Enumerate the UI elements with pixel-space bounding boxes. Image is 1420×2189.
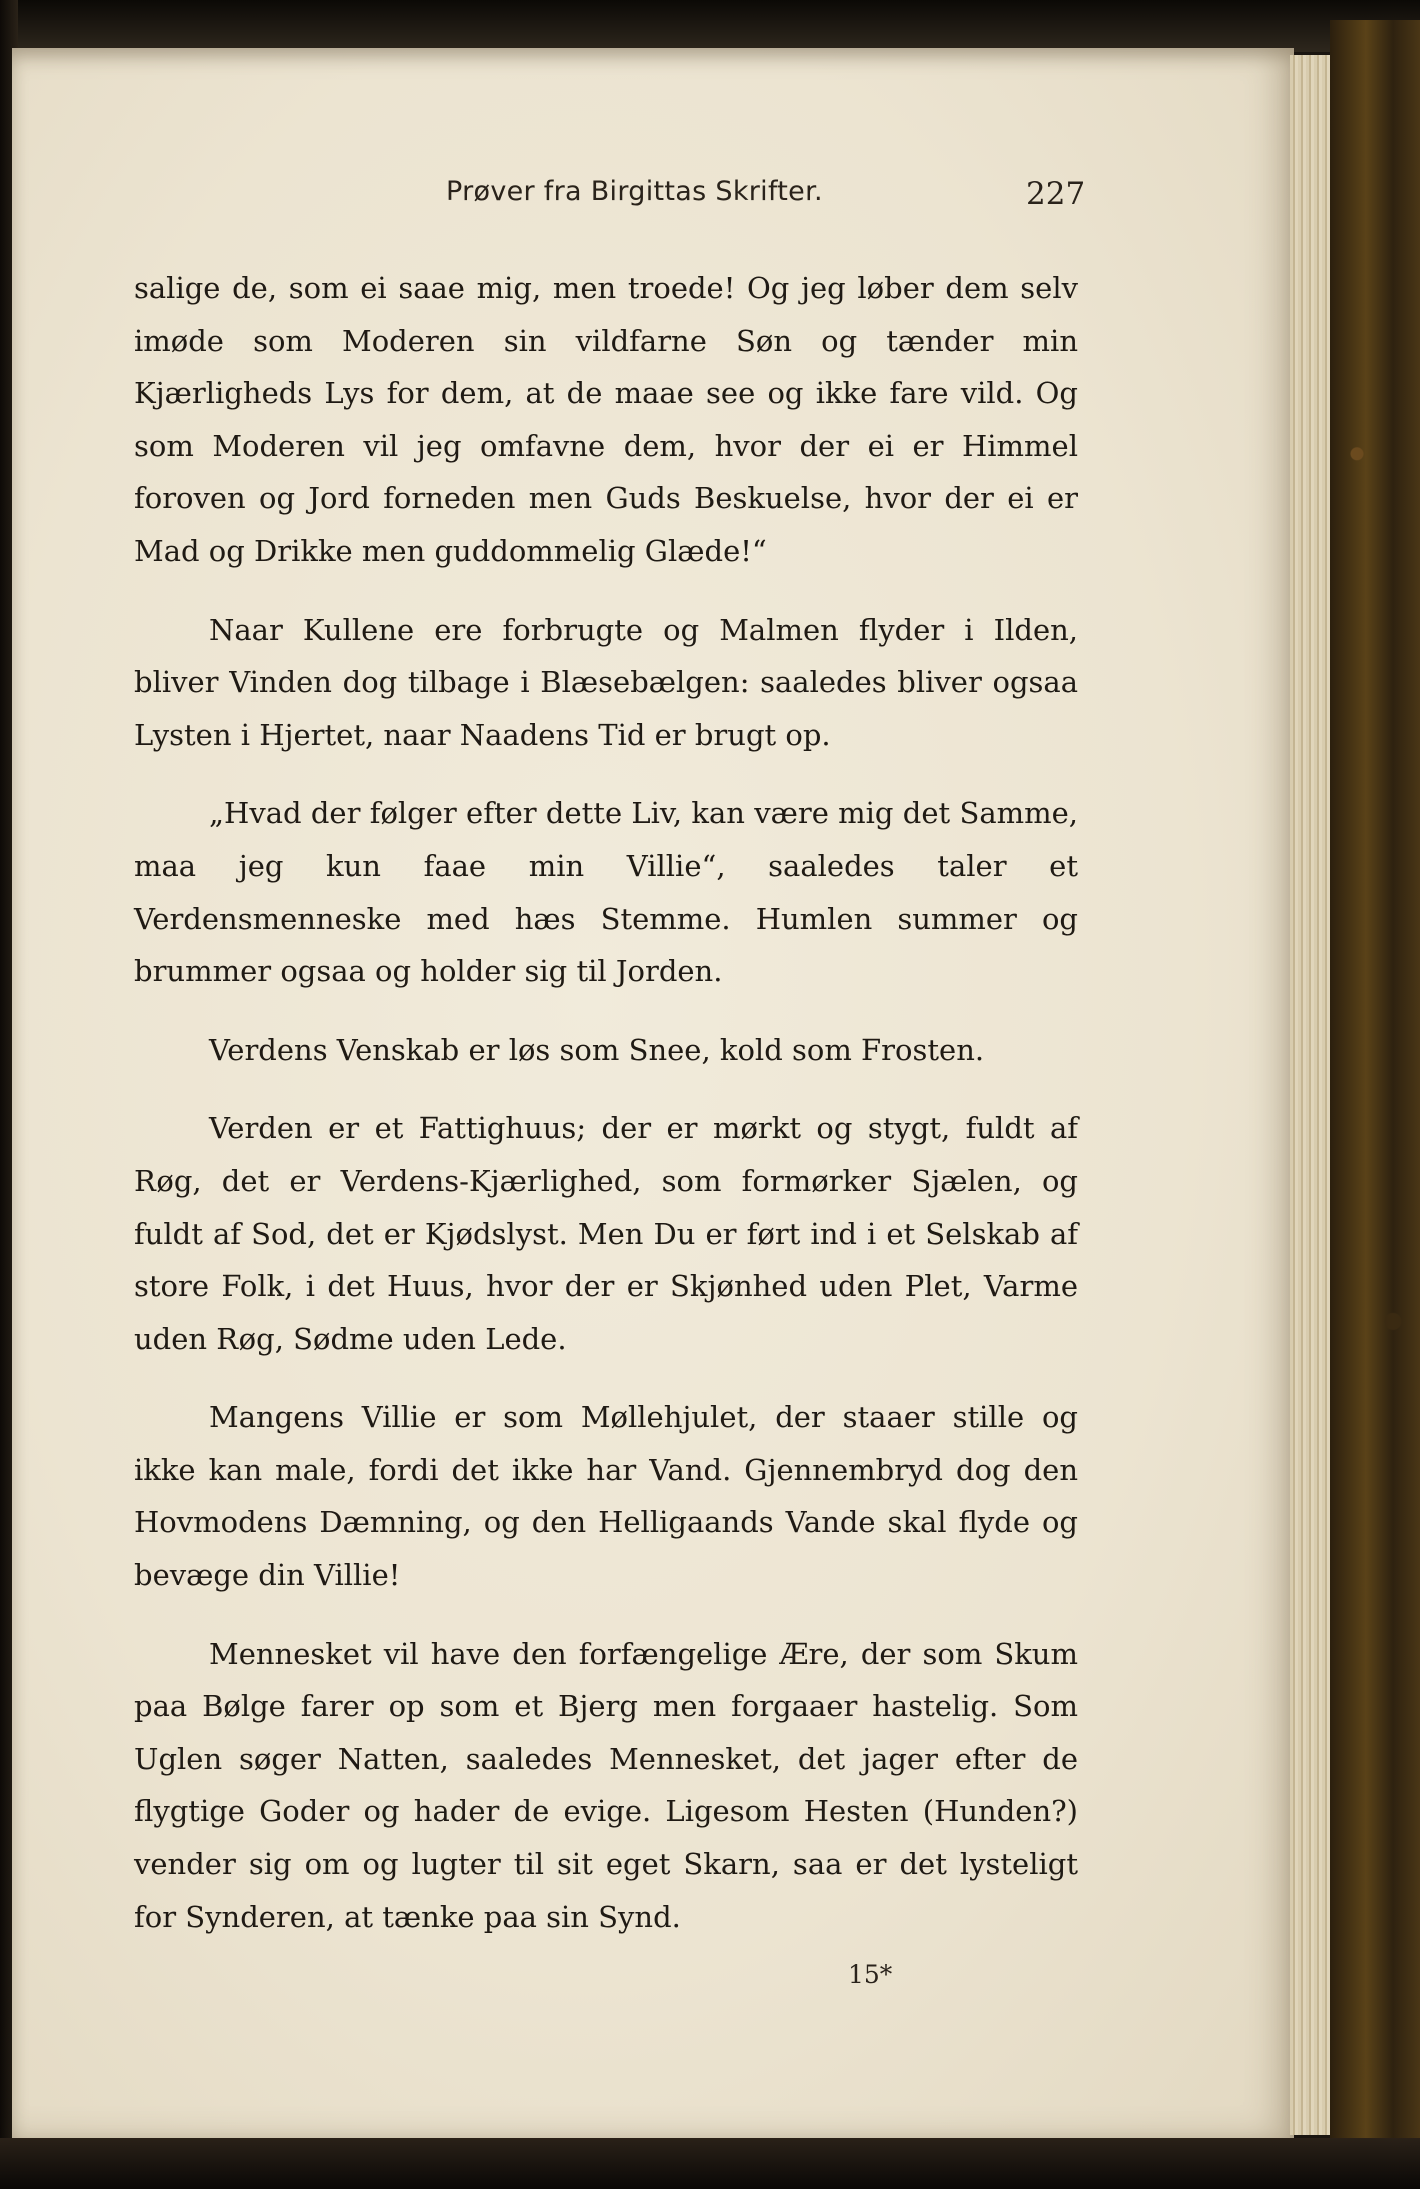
page-block-edge: [1290, 55, 1332, 2135]
paragraph: „Hvad der følger efter dette Liv, kan være mig det Samme, maa jeg kun faae min Villie“, saaledes taler et Verdensmenneske med hæs Stemme. Humlen summer og brummer ogsaa og holder sig til Jorden.: [134, 796, 1078, 989]
signature-mark: 15*: [848, 1960, 893, 1989]
paragraph: Mennesket vil have den forfængelige Ære, der som Skum paa Bølge farer op som et Bjerg men forgaaer hastelig. Som Uglen søger Natten, saaledes Mennesket, det jager efter de flygtige Goder og hader de evige. Ligesom Hesten (Hunden?) vender sig om og lugter til sit eget Skarn, saa er det lysteligt for Synderen, at tænke paa sin Synd.: [134, 1636, 1078, 1934]
paragraph: Verden er et Fattighuus; der er mørkt og stygt, fuldt af Røg, det er Verdens-Kjærlighed, som formørker Sjælen, og fuldt af Sod, det er Kjødslyst. Men Du er ført ind i et Selskab af store Folk, i det Huus, hvor der er Skjønhed uden Plet, Varme uden Røg, Sødme uden Lede.: [134, 1111, 1078, 1356]
page-number: 227: [1026, 176, 1086, 212]
paragraph: salige de, som ei saae mig, men troede! Og jeg løber dem selv imøde som Moderen sin vildfarne Søn og tænder min Kjærligheds Lys for dem, at de maae see og ikke fare vild. Og som Moderen vil jeg omfavne dem, hvor der ei er Himmel foroven og Jord forneden men Guds Beskuelse, hvor der ei er Mad og Drikke men guddommelig Glæde!“: [134, 271, 1078, 568]
marbled-cover: [1330, 20, 1420, 2189]
paragraph: Mangens Villie er som Møllehjulet, der staaer stille og ikke kan male, fordi det ikke har Vand. Gjennembryd dog den Hovmodens Dæmning, og den Helligaands Vande skal flyde og bevæge din Villie!: [134, 1400, 1078, 1593]
paragraph: Naar Kullene ere forbrugte og Malmen flyder i Ilden, bliver Vinden dog tilbage i Blæsebælgen: saaledes bliver ogsaa Lysten i Hjertet, naar Naadens Tid er brugt op.: [134, 612, 1078, 752]
body-text: [134, 262, 1078, 1943]
scan-top-edge: [0, 0, 1420, 52]
running-head: Prøver fra Birgittas Skrifter.: [446, 176, 823, 207]
scan-bottom-edge: [0, 2138, 1420, 2189]
paragraph: Verdens Venskab er løs som Snee, kold som Frosten.: [209, 1032, 985, 1067]
